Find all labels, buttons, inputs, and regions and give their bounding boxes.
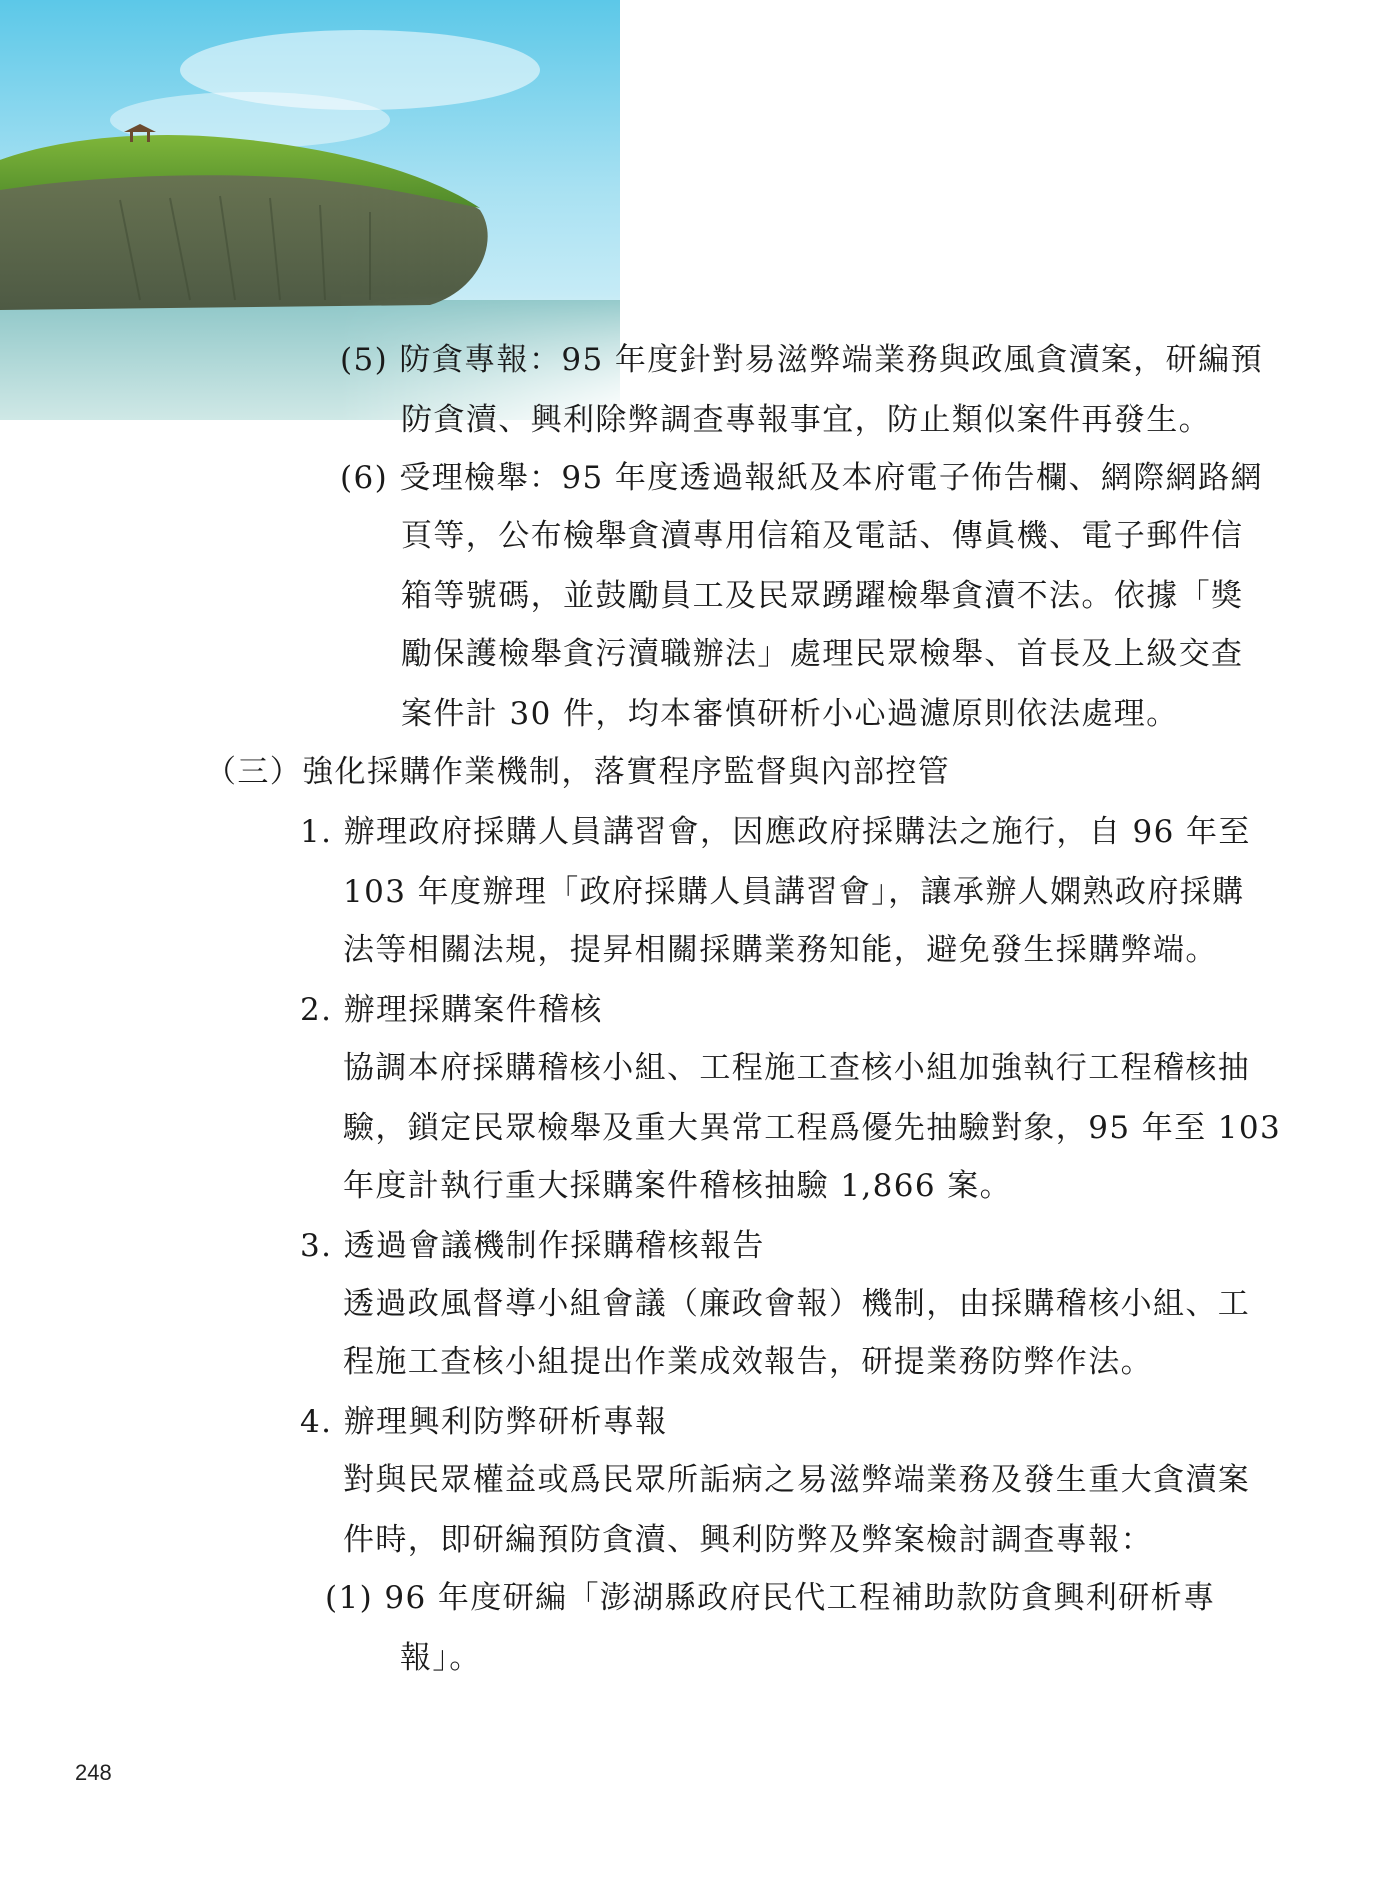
point-1-line-3: 法等相關法規，提昇相關採購業務知能，避免發生採購弊端。: [343, 932, 1218, 968]
point-4-line-1: 對與民眾權益或爲民眾所詬病之易滋弊端業務及發生重大貪瀆案: [343, 1462, 1251, 1498]
point-4-line-2: 件時，即研編預防貪瀆、興利防弊及弊案檢討調查專報：: [343, 1522, 1153, 1558]
item-5-line-2: 防貪瀆、興利除弊調查專報事宜，防止類似案件再發生。: [401, 402, 1211, 438]
point-4-sub-1-line-2: 報」。: [400, 1640, 482, 1676]
point-2-line-2: 驗，鎖定民眾檢舉及重大異常工程爲優先抽驗對象，95 年至 103: [343, 1110, 1282, 1146]
point-2-title: 2. 辦理採購案件稽核: [300, 992, 603, 1028]
point-4-sub-1-line-1: (1) 96 年度研編「澎湖縣政府民代工程補助款防貪興利研析專: [325, 1580, 1216, 1616]
point-1-line-2: 103 年度辦理「政府採購人員講習會」，讓承辦人嫻熟政府採購: [343, 874, 1245, 910]
section-3-heading: （三）強化採購作業機制，落實程序監督與內部控管: [205, 754, 951, 790]
point-3-line-1: 透過政風督導小組會議（廉政會報）機制，由採購稽核小組、工: [343, 1286, 1251, 1322]
item-6-line-5: 案件計 30 件，均本審慎研析小心過濾原則依法處理。: [401, 696, 1179, 732]
point-1-line-1: 1. 辦理政府採購人員講習會，因應政府採購法之施行，自 96 年至: [300, 814, 1251, 850]
page-number: 248: [75, 1760, 112, 1785]
item-6-line-1: (6) 受理檢舉：95 年度透過報紙及本府電子佈告欄、網際網路網: [340, 460, 1263, 496]
point-2-line-3: 年度計執行重大採購案件稽核抽驗 1,866 案。: [343, 1168, 1013, 1204]
item-6-line-3: 箱等號碼，並鼓勵員工及民眾踴躍檢舉貪瀆不法。依據「獎: [401, 578, 1244, 614]
point-3-title: 3. 透過會議機制作採購稽核報告: [300, 1228, 765, 1264]
item-6-line-2: 頁等，公布檢舉貪瀆專用信箱及電話、傳眞機、電子郵件信: [401, 518, 1244, 554]
point-4-title: 4. 辦理興利防弊研析專報: [300, 1404, 668, 1440]
item-6-line-4: 勵保護檢舉貪污瀆職辦法」處理民眾檢舉、首長及上級交查: [401, 636, 1244, 672]
point-2-line-1: 協調本府採購稽核小組、工程施工查核小組加強執行工程稽核抽: [343, 1050, 1251, 1086]
item-5-line-1: (5) 防貪專報：95 年度針對易滋弊端業務與政風貪瀆案，研編預: [340, 342, 1263, 378]
point-3-line-2: 程施工查核小組提出作業成效報告，研提業務防弊作法。: [343, 1344, 1153, 1380]
